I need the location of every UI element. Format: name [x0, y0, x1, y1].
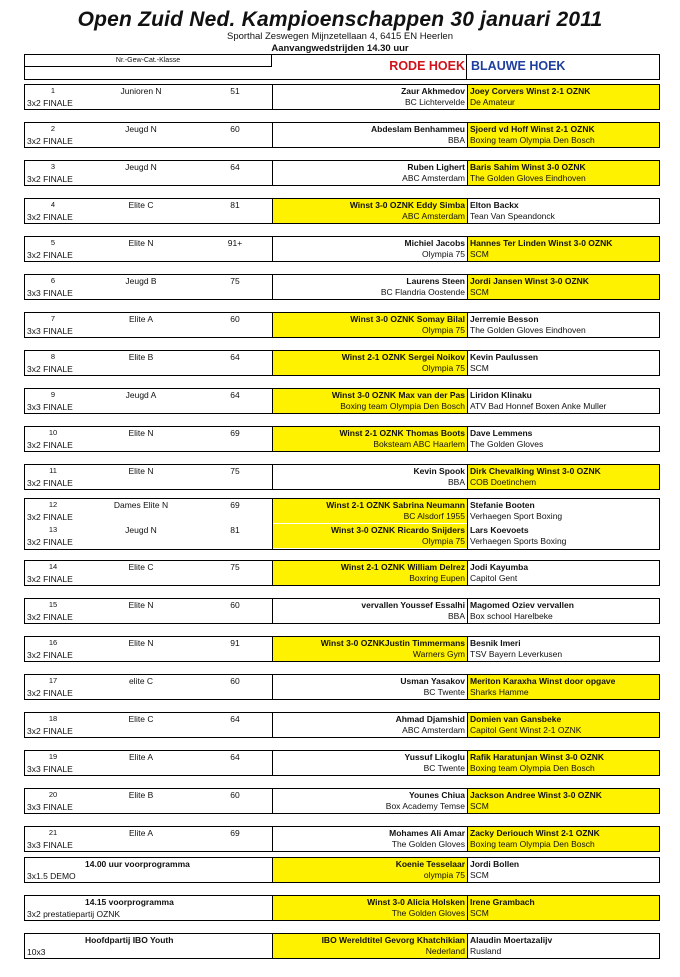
bout-number: 2 — [50, 124, 56, 133]
bout-row — [24, 122, 660, 148]
bout-format: 3x2 FINALE — [27, 212, 73, 222]
red-corner-name: Zaur Akhmedov — [401, 86, 465, 96]
bout-weight: 69 — [230, 500, 240, 510]
red-corner-name: Laurens Steen — [406, 276, 465, 286]
red-corner-name: Winst 2-1 OZNK Sergei Noikov — [341, 352, 465, 362]
blue-corner-name: Alaudin Moertazalijv — [470, 935, 553, 945]
red-corner-club: Olympia 75 — [422, 536, 465, 546]
blue-corner-name: Dave Lemmens — [470, 428, 533, 438]
bout-number: 12 — [48, 500, 58, 509]
blue-corner-name: Zacky Deriouch Winst 2-1 OZNK — [470, 828, 600, 838]
bout-class: Jeugd N — [125, 124, 157, 134]
red-corner-name: Winst 3-0 OZNK Max van der Pas — [331, 390, 465, 400]
bout-class: Elite N — [128, 238, 154, 248]
bout-weight: 60 — [230, 790, 240, 800]
blue-corner-club: SCM — [470, 287, 489, 297]
bout-row — [24, 788, 660, 814]
blue-corner-club: The Golden Gloves Eindhoven — [470, 173, 586, 183]
venue-line: Sporthal Zeswegen Mijnzetellaan 4, 6415 EN Heerlen — [226, 31, 454, 42]
program-format: 3x1.5 DEMO — [27, 871, 76, 881]
bout-weight: 64 — [230, 390, 240, 400]
klasse-header: Nr.-Gew-Cat.-Klasse — [25, 55, 272, 67]
program-label: Hoofdpartij IBO Youth — [85, 935, 174, 945]
red-corner-club: Boksteam ABC Haarlem — [373, 439, 465, 449]
bout-row — [24, 350, 660, 376]
bout-weight: 60 — [230, 676, 240, 686]
bout-class: Elite C — [128, 562, 154, 572]
bout-format: 3x2 FINALE — [27, 512, 73, 522]
blue-corner-name: Dirk Chevalking Winst 3-0 OZNK — [470, 466, 601, 476]
red-corner-name: Winst 3-0 OZNK Ricardo Snijders — [330, 525, 465, 535]
red-corner-name: Kevin Spook — [413, 466, 465, 476]
bout-class: Elite N — [128, 638, 154, 648]
red-corner-club: The Golden Gloves — [391, 839, 465, 849]
bout-format: 3x3 FINALE — [27, 764, 73, 774]
blue-corner-name: Lars Koevoets — [470, 525, 529, 535]
bout-row — [24, 84, 660, 110]
bout-weight: 75 — [230, 276, 240, 286]
blauwe-hoek-header: BLAUWE HOEK — [471, 59, 566, 73]
red-corner-club: BBA — [447, 135, 465, 145]
blue-corner-name: Baris Sahim Winst 3-0 OZNK — [470, 162, 586, 172]
bout-weight: 75 — [230, 466, 240, 476]
bout-weight: 64 — [230, 714, 240, 724]
start-time-line: Aanvangwedstrijden 14.30 uur — [271, 43, 409, 54]
red-corner-name: Winst 2-1 OZNK Sabrina Neumann — [326, 500, 465, 510]
blue-corner-name: Liridon Klinaku — [470, 390, 532, 400]
bout-format: 3x2 FINALE — [27, 174, 73, 184]
bout-class: Elite A — [128, 828, 154, 838]
bout-number: 8 — [50, 352, 56, 361]
blue-corner-club: Verhaegen Sports Boxing — [470, 536, 567, 546]
red-corner-club: BC Lichtervelde — [404, 97, 465, 107]
bout-row — [24, 598, 660, 624]
bout-row — [24, 388, 660, 414]
bout-number: 14 — [48, 562, 58, 571]
blue-corner-club: Capitol Gent Winst 2-1 OZNK — [470, 725, 582, 735]
red-corner-club: Box Academy Temse — [385, 801, 465, 811]
bout-number: 3 — [50, 162, 56, 171]
bout-number: 1 — [50, 86, 56, 95]
bout-row — [24, 826, 660, 852]
blue-corner-club: Sharks Hamme — [470, 687, 529, 697]
blue-corner-club: The Golden Gloves Eindhoven — [470, 325, 586, 335]
bout-format: 3x2 FINALE — [27, 726, 73, 736]
blue-corner-name: Jackson Andree Winst 3-0 OZNK — [470, 790, 602, 800]
red-corner-club: Warners Gym — [412, 649, 465, 659]
red-corner-name: Winst 3-0 OZNK Somay Bilal — [350, 314, 465, 324]
bout-row — [24, 464, 660, 490]
blue-corner-name: Kevin Paulussen — [470, 352, 539, 362]
bout-class: Elite N — [128, 600, 154, 610]
blue-corner-club: De Amateur — [470, 97, 515, 107]
bout-format: 3x2 FINALE — [27, 537, 73, 547]
bout-format: 3x3 FINALE — [27, 802, 73, 812]
red-corner-club: ABC Amsterdam — [402, 173, 465, 183]
red-corner-club: Olympia 75 — [422, 363, 465, 373]
bout-number: 11 — [49, 466, 57, 475]
blue-corner-name: Jordi Bollen — [470, 859, 520, 869]
bout-weight: 64 — [230, 752, 240, 762]
program-format: 3x2 prestatiepartij OZNK — [27, 909, 121, 919]
bout-number: 16 — [48, 638, 58, 647]
blue-corner-name: Jodi Kayumba — [470, 562, 529, 572]
red-corner-club: BC Twente — [423, 687, 465, 697]
bout-row — [24, 198, 660, 224]
program-row — [24, 933, 660, 959]
blue-corner-name: Irene Grambach — [470, 897, 535, 907]
bout-format: 3x2 FINALE — [27, 364, 73, 374]
bout-row — [24, 312, 660, 338]
red-corner-club: Olympia 75 — [422, 325, 465, 335]
bout-row — [24, 160, 660, 186]
blue-corner-name: Besnik Imeri — [470, 638, 521, 648]
red-corner-club: Boxing team Olympia Den Bosch — [340, 401, 465, 411]
blue-corner-club: Boxing team Olympia Den Bosch — [470, 839, 595, 849]
red-corner-club: BC Twente — [423, 763, 465, 773]
red-corner-name: Ahmad Djamshid — [395, 714, 465, 724]
blue-corner-club: Boxing team Olympia Den Bosch — [470, 135, 595, 145]
blue-corner-club: Rusland — [470, 946, 502, 956]
bout-number: 19 — [48, 752, 58, 761]
bout-format: 3x2 FINALE — [27, 250, 73, 260]
bout-class: Elite A — [128, 752, 154, 762]
bout-number: 10 — [48, 428, 58, 437]
blue-corner-club: Capitol Gent — [470, 573, 518, 583]
red-corner-club: ABC Amsterdam — [402, 725, 465, 735]
bout-class: Jeugd N — [125, 162, 157, 172]
blue-corner-name: Rafik Haratunjan Winst 3-0 OZNK — [470, 752, 605, 762]
red-corner-club: BC Flandria Oostende — [380, 287, 465, 297]
bout-weight: 91 — [230, 638, 240, 648]
blue-corner-name: Magomed Oziev vervallen — [470, 600, 574, 610]
red-corner-name: Abdeslam Benhammeu — [371, 124, 465, 134]
bout-row — [24, 560, 660, 586]
bout-weight: 51 — [230, 86, 240, 96]
blue-corner-name: Domien van Gansbeke — [470, 714, 562, 724]
bout-number: 4 — [50, 200, 56, 209]
bout-class: Elite A — [128, 314, 154, 324]
bout-row — [24, 712, 660, 738]
red-corner-name: Usman Yasakov — [400, 676, 465, 686]
bout-class: Junioren N — [120, 86, 162, 96]
bout-number: 5 — [50, 238, 56, 247]
program-label: 14.00 uur voorprogramma — [85, 859, 190, 869]
blue-corner-name: Elton Backx — [470, 200, 519, 210]
red-corner-name: Younes Chiua — [408, 790, 465, 800]
red-corner-club: Olympia 75 — [422, 249, 465, 259]
red-corner-name: IBO Wereldtitel Gevorg Khatchikian — [321, 935, 465, 945]
bout-weight: 64 — [230, 352, 240, 362]
red-corner-club: BC Alsdorf 1955 — [403, 511, 465, 521]
red-corner-name: Winst 3-0 Alicia Holsken — [367, 897, 465, 907]
bout-number: 9 — [50, 390, 56, 399]
rode-hoek-header: RODE HOEK — [389, 59, 465, 73]
bout-format: 3x2 FINALE — [27, 688, 73, 698]
red-corner-name: Yussuf Likoglu — [404, 752, 465, 762]
blue-corner-club: SCM — [470, 801, 489, 811]
bout-number: 6 — [50, 276, 56, 285]
bout-class: Elite B — [128, 352, 154, 362]
red-corner-club: ABC Amsterdam — [402, 211, 465, 221]
bout-format: 3x2 FINALE — [27, 612, 73, 622]
bout-number: 18 — [48, 714, 58, 723]
red-corner-name: Mohames Ali Amar — [389, 828, 465, 838]
red-corner-name: Winst 2-1 OZNK Thomas Boots — [339, 428, 465, 438]
bout-format: 3x2 FINALE — [27, 98, 73, 108]
bout-weight: 75 — [230, 562, 240, 572]
bout-format: 3x2 FINALE — [27, 478, 73, 488]
blue-corner-name: Stefanie Booten — [470, 500, 535, 510]
bout-row — [24, 274, 660, 300]
blue-corner-club: COB Doetinchem — [470, 477, 537, 487]
bout-number: 13 — [48, 525, 58, 534]
blue-corner-club: SCM — [470, 870, 489, 880]
program-format: 10x3 — [27, 947, 46, 957]
blue-corner-name: Meriton Karaxha Winst door opgave — [470, 676, 616, 686]
red-corner-club: BBA — [447, 611, 465, 621]
blue-corner-club: SCM — [470, 249, 489, 259]
blue-corner-club: Verhaegen Sport Boxing — [470, 511, 563, 521]
bout-weight: 64 — [230, 162, 240, 172]
bout-weight: 69 — [230, 428, 240, 438]
bout-number: 20 — [48, 790, 58, 799]
red-corner-club: BBA — [447, 477, 465, 487]
red-corner-club: Nederland — [425, 946, 465, 956]
red-corner-name: vervallen Youssef Essalhi — [361, 600, 465, 610]
bout-class: Elite B — [128, 790, 154, 800]
red-corner-club: The Golden Gloves — [391, 908, 465, 918]
red-corner-name: Michiel Jacobs — [404, 238, 465, 248]
bout-weight: 81 — [230, 200, 240, 210]
bout-format: 3x2 FINALE — [27, 136, 73, 146]
bout-class: Jeugd N — [125, 525, 157, 535]
blue-corner-club: Boxing team Olympia Den Bosch — [470, 763, 595, 773]
bout-weight: 60 — [230, 600, 240, 610]
bout-format: 3x2 FINALE — [27, 574, 73, 584]
bout-class: Dames Elite N — [113, 500, 169, 510]
bout-number: 15 — [48, 600, 58, 609]
blue-corner-club: SCM — [470, 908, 489, 918]
blue-corner-club: ATV Bad Honnef Boxen Anke Muller — [470, 401, 607, 411]
bout-class: Jeugd A — [125, 390, 157, 400]
bout-class: Jeugd B — [125, 276, 157, 286]
red-corner-name: Koenie Tesselaar — [395, 859, 465, 869]
blue-corner-name: Hannes Ter Linden Winst 3-0 OZNK — [470, 238, 613, 248]
program-row — [24, 895, 660, 921]
bout-format: 3x3 FINALE — [27, 288, 73, 298]
column-header — [24, 54, 660, 80]
bout-row — [24, 674, 660, 700]
bout-format: 3x3 FINALE — [27, 402, 73, 412]
bout-row — [24, 426, 660, 452]
bout-row — [24, 236, 660, 262]
bout-row — [24, 498, 660, 550]
red-corner-name: Winst 3-0 OZNKJustin Timmermans — [320, 638, 465, 648]
bout-format: 3x2 FINALE — [27, 440, 73, 450]
blue-corner-name: Jordi Jansen Winst 3-0 OZNK — [470, 276, 589, 286]
bout-class: elite C — [128, 676, 154, 686]
program-label: 14.15 voorprogramma — [85, 897, 174, 907]
bout-number: 21 — [48, 828, 58, 837]
bout-class: Elite C — [128, 200, 154, 210]
bout-weight: 91+ — [227, 238, 243, 248]
program-row — [24, 857, 660, 883]
bout-number: 7 — [50, 314, 56, 323]
bout-row — [24, 636, 660, 662]
bout-class: Elite N — [128, 466, 154, 476]
blue-corner-name: Joey Corvers Winst 2-1 OZNK — [470, 86, 591, 96]
bout-format: 3x3 FINALE — [27, 840, 73, 850]
red-corner-club: olympia 75 — [423, 870, 465, 880]
red-corner-name: Winst 2-1 OZNK William Delrez — [340, 562, 465, 572]
blue-corner-name: Jerremie Besson — [470, 314, 539, 324]
page-title: Open Zuid Ned. Kampioenschappen 30 januari 2011 — [77, 8, 603, 31]
red-corner-club: Boxring Eupen — [409, 573, 465, 583]
bout-weight: 69 — [230, 828, 240, 838]
blue-corner-club: Tean Van Speandonck — [470, 211, 555, 221]
bout-weight: 60 — [230, 124, 240, 134]
bout-weight: 60 — [230, 314, 240, 324]
blue-corner-club: Box school Harelbeke — [470, 611, 553, 621]
bout-row — [24, 750, 660, 776]
blue-corner-club: The Golden Gloves — [470, 439, 544, 449]
bout-weight: 81 — [230, 525, 240, 535]
blue-corner-name: Sjoerd vd Hoff Winst 2-1 OZNK — [470, 124, 595, 134]
bout-number: 17 — [48, 676, 58, 685]
red-corner-name: Ruben Lighert — [407, 162, 465, 172]
bout-class: Elite C — [128, 714, 154, 724]
bout-format: 3x2 FINALE — [27, 650, 73, 660]
bout-class: Elite N — [128, 428, 154, 438]
blue-corner-club: SCM — [470, 363, 489, 373]
blue-corner-club: TSV Bayern Leverkusen — [470, 649, 563, 659]
red-corner-name: Winst 3-0 OZNK Eddy Simba — [349, 200, 465, 210]
bout-format: 3x3 FINALE — [27, 326, 73, 336]
